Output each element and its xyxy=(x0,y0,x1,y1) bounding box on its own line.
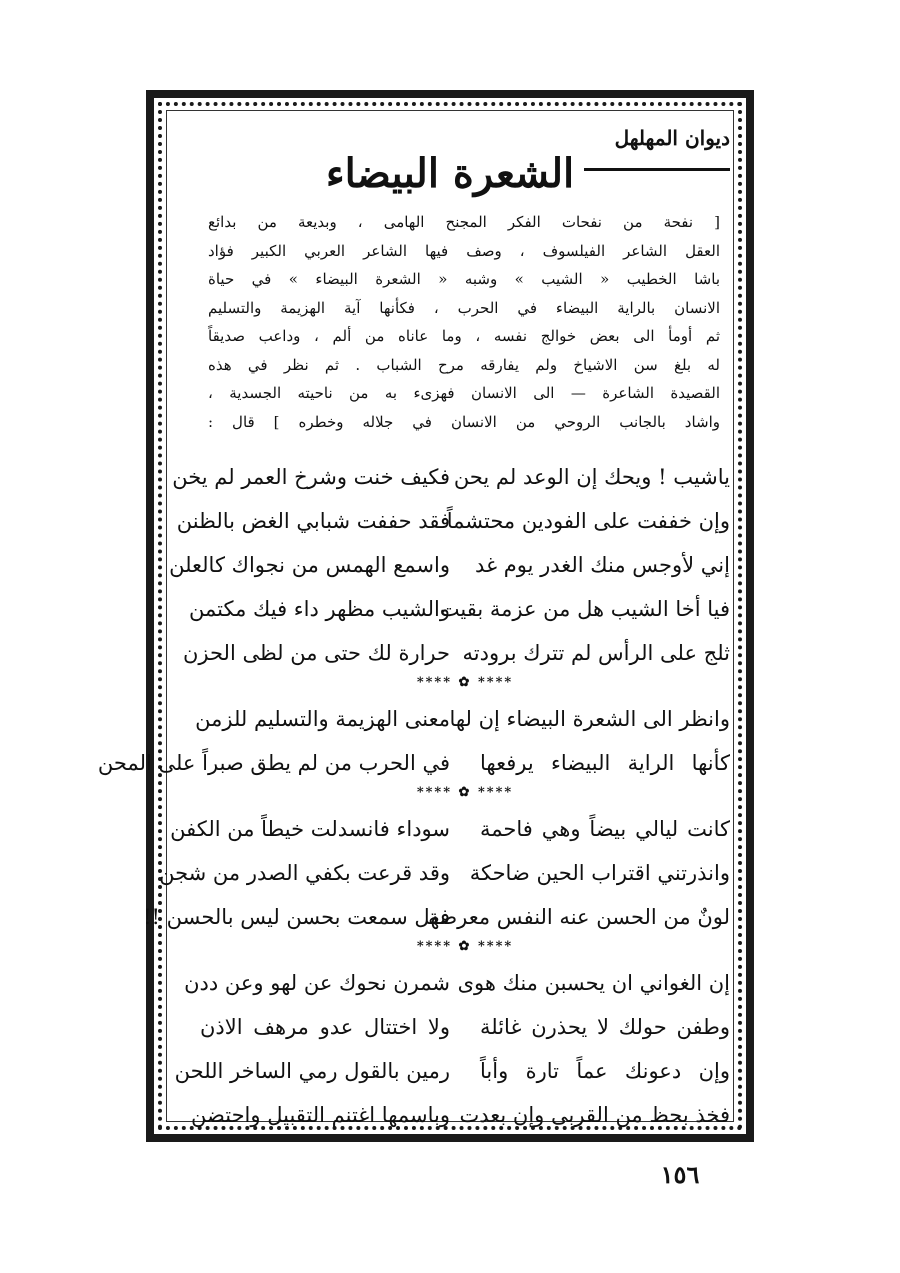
verse xyxy=(189,587,730,631)
verse-second-hemistich: فكيف خنت وشرخ العمر لم يخن xyxy=(172,465,450,489)
verse-first-hemistich: وانظر الى الشعرة البيضاء إن لها xyxy=(449,707,730,731)
verse xyxy=(97,741,730,785)
verse-second-hemistich: واسمع الهمس من نجواك كالعلن xyxy=(169,553,450,577)
verse-first-hemistich: كانت ليالي بيضاً وهي فاحمة xyxy=(480,817,730,841)
verse-first-hemistich: وطفن حولك لا يحذرن غائلة xyxy=(480,1015,730,1039)
intro-line: الانسان بالراية البيضاء في الحرب ، فكأنها آية الهزيمة والتسليم xyxy=(208,298,720,317)
verse xyxy=(172,455,730,499)
page-number: ١٥٦ xyxy=(660,1160,700,1189)
poem-title: الشعرة البيضاء xyxy=(325,150,575,197)
verse xyxy=(174,1049,730,1093)
verse-first-hemistich: وانذرتني اقتراب الحين ضاحكة xyxy=(469,861,730,885)
verse-second-hemistich: فهل سمعت بحسن ليس بالحسن !! xyxy=(143,905,450,929)
book-title: ديوان المهلهل xyxy=(614,126,730,150)
stanza-separator: **** ✿ **** xyxy=(416,785,514,800)
verse-second-hemistich: ولا اختتال عدو مرهف الاذن xyxy=(200,1015,450,1039)
verse-first-hemistich: إني لأوجس منك الغدر يوم غد xyxy=(475,553,730,577)
stanza-separator: **** ✿ **** xyxy=(416,939,514,954)
poem-verses xyxy=(97,455,730,1137)
verse-second-hemistich: والشيب مظهر داء فيك مكتمن xyxy=(189,597,450,621)
verse-first-hemistich: فخذ بحظ من القربى وإن بعدت xyxy=(459,1103,730,1127)
verse-second-hemistich: وقد قرعت بكفي الصدر من شجن xyxy=(159,861,450,885)
intro-line: [ نفحة من نفحات الفكر المجنح الهامى ، وبديعة من بدائع xyxy=(208,213,720,231)
intro-line: القصيدة الشاعرة — الى الانسان فهزىء به من ناحيته الجسدية ، xyxy=(208,384,720,402)
verse-second-hemistich: وباسمها اغتنم التقبيل واحتضن xyxy=(191,1103,450,1127)
verse xyxy=(176,499,730,543)
verse-first-hemistich: لونٌ من الحسن عنه النفس معرضة xyxy=(428,905,730,929)
verse-second-hemistich: شمرن نحوك عن لهو وعن ددن xyxy=(184,971,450,995)
verse-second-hemistich: في الحرب من لم يطق صبراً على المحن xyxy=(97,751,450,775)
verse-second-hemistich: سوداء فانسدلت خيطاً من الكفن xyxy=(170,817,450,841)
verse xyxy=(169,543,730,587)
verse xyxy=(182,631,730,675)
verse xyxy=(184,961,730,1005)
verse-first-hemistich: وإن خففت على الفودين محتشماً xyxy=(446,509,730,533)
intro-paragraph xyxy=(208,208,720,436)
verse xyxy=(191,1093,730,1137)
verse-first-hemistich: ثلج على الرأس لم تترك برودته xyxy=(462,641,730,665)
verse-second-hemistich: حرارة لك حتى من لظى الحزن xyxy=(182,641,450,665)
verse-first-hemistich: وإن دعونك عماً تارة وأباً xyxy=(480,1059,730,1083)
verse xyxy=(159,851,730,895)
verse-first-hemistich: كأنها الراية البيضاء يرفعها xyxy=(480,751,730,775)
intro-line: العقل الشاعر الفيلسوف ، وصف فيها الشاعر العربي الكبير فؤاد xyxy=(208,241,720,260)
verse xyxy=(143,895,730,939)
stanza-separator: **** ✿ **** xyxy=(416,675,514,690)
verse xyxy=(195,697,730,741)
verse-second-hemistich: معنى الهزيمة والتسليم للزمن xyxy=(195,707,450,731)
verse-second-hemistich: فقد حففت شبابي الغض بالظنن xyxy=(176,509,450,533)
intro-line: باشا الخطيب « الشيب » وشبه « الشعرة البيضاء » في حياة xyxy=(208,270,720,288)
verse xyxy=(200,1005,730,1049)
title-underline xyxy=(584,168,730,171)
intro-line: واشاد بالجانب الروحي من الانسان في جلاله وخطره ] قال : xyxy=(208,412,720,431)
verse-first-hemistich: فيا أخا الشيب هل من عزمة بقيت xyxy=(439,597,730,621)
intro-line: ثم أومأ الى بعض خوالج نفسه ، وما عاناه من ألم ، وداعب صديقاً xyxy=(208,327,720,345)
verse xyxy=(170,807,730,851)
verse-first-hemistich: إن الغواني ان يحسبن منك هوى xyxy=(457,971,730,995)
intro-line: له بلغ سن الاشياخ ولم يفارقه مرح الشباب . ثم نظر في هذه xyxy=(208,355,720,374)
verse-first-hemistich: ياشيب ! ويحك إن الوعد لم يحن xyxy=(453,465,730,489)
verse-second-hemistich: رمين بالقول رمي الساخر اللحن xyxy=(174,1059,450,1083)
